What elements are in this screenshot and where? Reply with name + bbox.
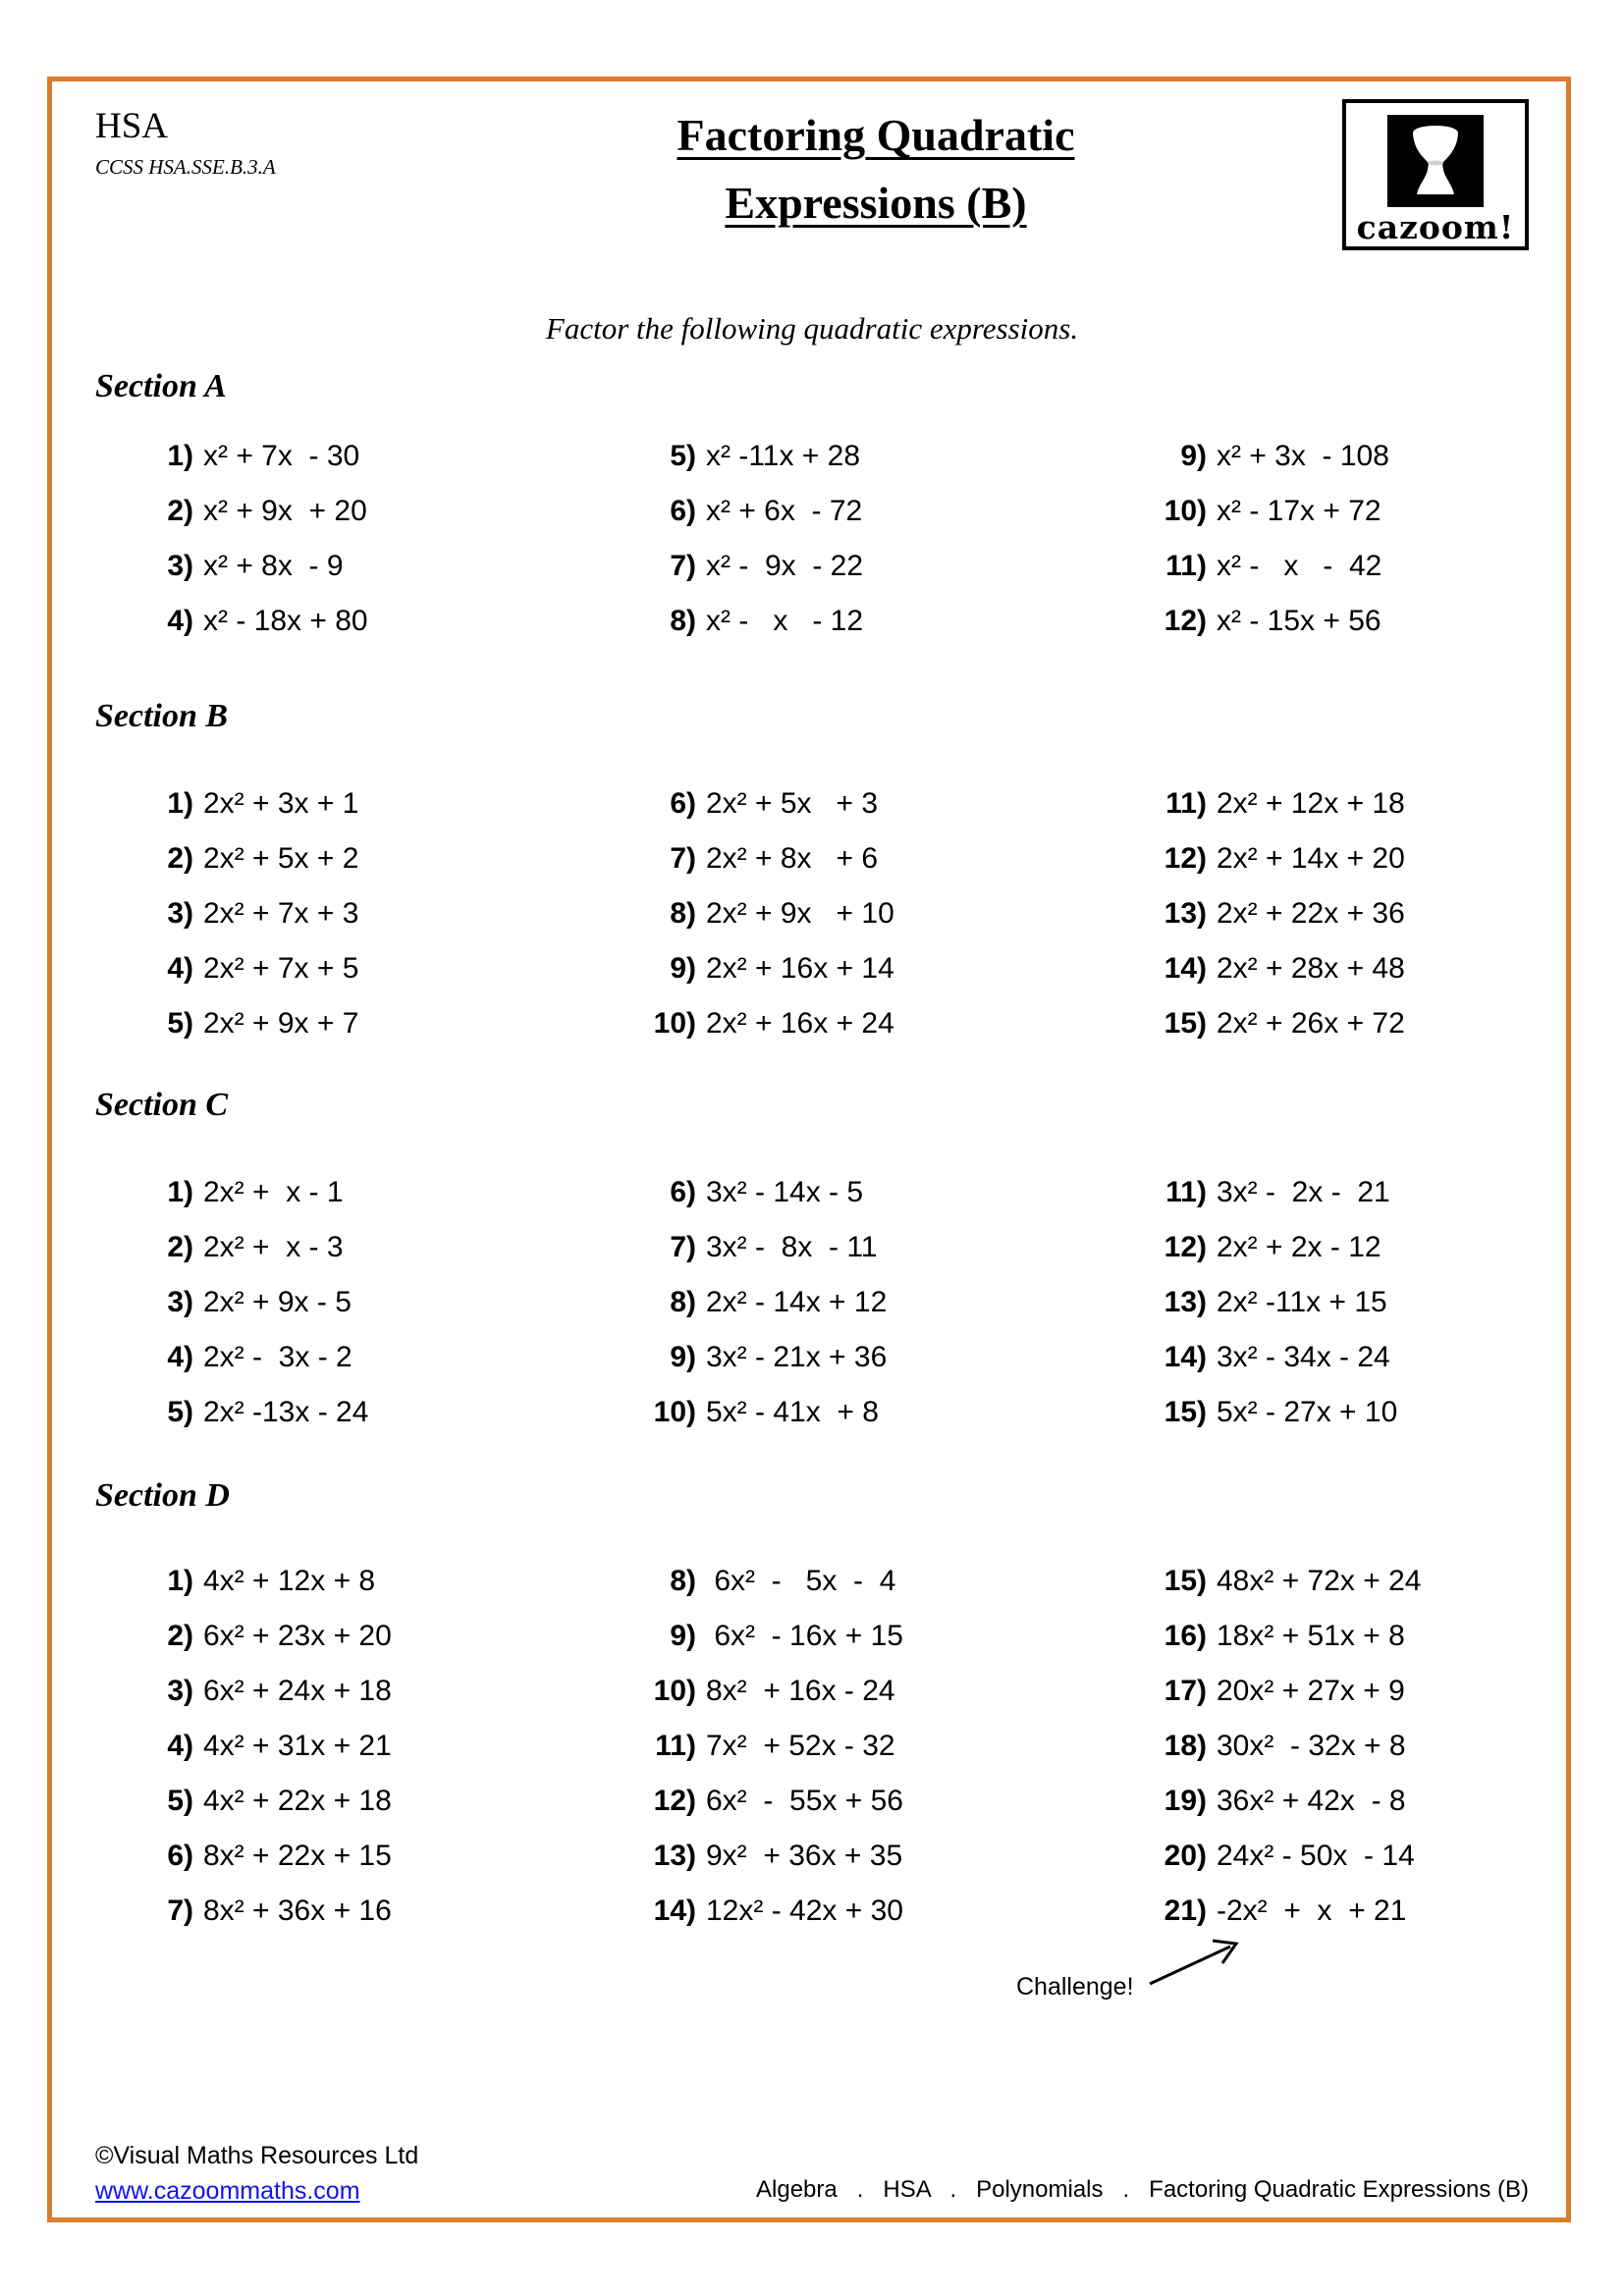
page-title xyxy=(409,101,1342,237)
problem xyxy=(142,1829,645,1884)
problem-expression: 2x² -11x + 15 xyxy=(1217,1286,1387,1318)
problem-number: 6) xyxy=(670,495,696,527)
problem-number: 8) xyxy=(670,1286,696,1318)
problem-number: 10) xyxy=(653,1396,696,1428)
problem xyxy=(142,1884,645,1939)
problem-column xyxy=(1156,1165,1529,1440)
problem-number: 9) xyxy=(1180,440,1207,472)
problem-number: 12) xyxy=(1164,605,1207,637)
problem-expression: x² - 9x - 22 xyxy=(706,550,864,582)
problem xyxy=(645,1275,1156,1330)
problem xyxy=(645,886,1156,941)
instruction-text: Factor the following quadratic expressions. xyxy=(545,311,1079,346)
problem xyxy=(142,1554,645,1609)
problem-column xyxy=(142,1165,645,1440)
problem xyxy=(1156,1719,1529,1774)
section-a-problems xyxy=(95,429,1529,649)
problem-expression: 2x² - 3x - 2 xyxy=(203,1341,352,1373)
problem-expression: 3x² - 2x - 21 xyxy=(1217,1176,1390,1208)
section-c xyxy=(95,1087,1529,1440)
problem-expression: 30x² - 32x + 8 xyxy=(1217,1730,1406,1762)
problem-expression: 2x² + 28x + 48 xyxy=(1217,952,1405,985)
problem xyxy=(142,1275,645,1330)
problem xyxy=(1156,886,1529,941)
problem-expression: 6x² + 24x + 18 xyxy=(203,1675,392,1707)
problem xyxy=(1156,1829,1529,1884)
problem xyxy=(645,996,1156,1051)
problem-number: 8) xyxy=(670,1565,696,1597)
problem xyxy=(1156,1884,1529,1939)
problem-number: 7) xyxy=(167,1895,193,1927)
problem-expression: 2x² + 8x + 6 xyxy=(706,842,879,875)
problem-expression: 3x² - 8x - 11 xyxy=(706,1231,878,1263)
problem-number: 2) xyxy=(167,495,193,527)
section-b-title: Section B xyxy=(95,698,229,734)
problem-expression: 2x² + 5x + 2 xyxy=(203,842,359,875)
problem xyxy=(645,831,1156,886)
problem-number: 6) xyxy=(670,787,696,820)
problem xyxy=(1156,484,1529,539)
problem-number: 12) xyxy=(653,1785,696,1817)
problem-number: 2) xyxy=(167,842,193,875)
problem-column xyxy=(1156,429,1529,649)
problem-column xyxy=(645,1554,1156,1939)
problem-number: 1) xyxy=(167,440,193,472)
problem-number: 17) xyxy=(1164,1675,1207,1707)
problem-number: 5) xyxy=(167,1396,193,1428)
section-d-title: Section D xyxy=(95,1477,230,1514)
problem-expression: 6x² - 55x + 56 xyxy=(706,1785,903,1817)
problem xyxy=(142,1220,645,1275)
problem-expression: 6x² - 5x - 4 xyxy=(706,1565,896,1597)
problem-number: 14) xyxy=(1164,952,1207,985)
problem xyxy=(142,1609,645,1664)
problem-number: 9) xyxy=(670,1620,696,1652)
section-c-problems xyxy=(95,1165,1529,1440)
problem-number: 4) xyxy=(167,605,193,637)
section-d-problems xyxy=(95,1554,1529,1939)
problem-column xyxy=(645,776,1156,1051)
problem-expression: x² + 7x - 30 xyxy=(203,440,360,472)
problem xyxy=(1156,539,1529,594)
problem-number: 20) xyxy=(1164,1840,1207,1872)
ccss-standard: CCSS HSA.SSE.B.3.A xyxy=(95,155,276,179)
problem xyxy=(645,1884,1156,1939)
problem-expression: 6x² + 23x + 20 xyxy=(203,1620,392,1652)
problem-number: 4) xyxy=(167,1341,193,1373)
problem-expression: x² + 9x + 20 xyxy=(203,495,367,527)
challenge-annotation xyxy=(1016,1943,1529,2002)
problem xyxy=(1156,429,1529,484)
problem xyxy=(142,594,645,649)
problem-expression: 2x² + 7x + 3 xyxy=(203,897,359,930)
problem xyxy=(142,1165,645,1220)
problem-number: 3) xyxy=(167,1675,193,1707)
cazoom-logo-text: cazoom! xyxy=(1356,208,1515,246)
problem xyxy=(1156,996,1529,1051)
problem-expression: x² + 8x - 9 xyxy=(203,550,344,582)
problem-expression: 24x² - 50x - 14 xyxy=(1217,1840,1415,1872)
section-c-title: Section C xyxy=(95,1087,229,1123)
problem xyxy=(1156,1774,1529,1829)
problem-expression: 8x² + 22x + 15 xyxy=(203,1840,392,1872)
problem xyxy=(645,1719,1156,1774)
problem-expression: 9x² + 36x + 35 xyxy=(706,1840,903,1872)
page-title-line1: Factoring Quadratic xyxy=(677,110,1075,160)
problem xyxy=(142,1774,645,1829)
problem-expression: 48x² + 72x + 24 xyxy=(1217,1565,1422,1597)
problem xyxy=(1156,941,1529,996)
problem xyxy=(142,996,645,1051)
section-b-problems xyxy=(95,776,1529,1051)
problem xyxy=(645,594,1156,649)
problem-number: 7) xyxy=(670,1231,696,1263)
problem xyxy=(142,429,645,484)
problem-number: 1) xyxy=(167,1176,193,1208)
problem-expression: 2x² + 12x + 18 xyxy=(1217,787,1405,820)
problem-expression: 2x² + 9x + 10 xyxy=(706,897,894,930)
problem xyxy=(1156,1220,1529,1275)
problem-expression: 36x² + 42x - 8 xyxy=(1217,1785,1406,1817)
problem xyxy=(142,1719,645,1774)
problem-number: 10) xyxy=(1164,495,1207,527)
problem-expression: 5x² - 27x + 10 xyxy=(1217,1396,1398,1428)
problem-expression: -2x² + x + 21 xyxy=(1217,1895,1407,1927)
problem-number: 14) xyxy=(653,1895,696,1927)
problem xyxy=(142,941,645,996)
djembe-drum-icon xyxy=(1387,115,1484,207)
problem-number: 4) xyxy=(167,1730,193,1762)
problem-number: 7) xyxy=(670,550,696,582)
problem-number: 13) xyxy=(1164,1286,1207,1318)
problem-column xyxy=(142,429,645,649)
problem xyxy=(142,776,645,831)
problem-number: 13) xyxy=(653,1840,696,1872)
problem-number: 13) xyxy=(1164,897,1207,930)
worksheet-border xyxy=(47,77,1571,2222)
problem-number: 3) xyxy=(167,897,193,930)
problem-expression: 2x² + 16x + 24 xyxy=(706,1007,894,1040)
problem-number: 12) xyxy=(1164,1231,1207,1263)
header-course-block xyxy=(95,105,409,180)
problem xyxy=(645,1829,1156,1884)
footer xyxy=(95,2142,1529,2206)
problem-expression: 2x² + x - 1 xyxy=(203,1176,344,1208)
problem-number: 8) xyxy=(670,605,696,637)
website-link[interactable]: www.cazoommaths.com xyxy=(95,2177,360,2205)
problem-expression: 2x² + 22x + 36 xyxy=(1217,897,1405,930)
problem-number: 21) xyxy=(1164,1895,1207,1927)
problem-expression: 3x² - 14x - 5 xyxy=(706,1176,864,1208)
challenge-label: Challenge! xyxy=(1016,1973,1134,2001)
problem xyxy=(1156,1609,1529,1664)
problem xyxy=(645,1609,1156,1664)
problem-expression: x² + 3x - 108 xyxy=(1217,440,1389,472)
section-b xyxy=(95,698,1529,1051)
problem-column xyxy=(142,1554,645,1939)
problem-expression: 20x² + 27x + 9 xyxy=(1217,1675,1405,1707)
problem xyxy=(645,1385,1156,1440)
problem-number: 6) xyxy=(167,1840,193,1872)
problem xyxy=(1156,1385,1529,1440)
problem xyxy=(1156,1664,1529,1719)
problem-expression: 7x² + 52x - 32 xyxy=(706,1730,895,1762)
problem-column xyxy=(645,429,1156,649)
problem-number: 2) xyxy=(167,1620,193,1652)
problem xyxy=(1156,594,1529,649)
problem xyxy=(645,1554,1156,1609)
problem-expression: 2x² + 7x + 5 xyxy=(203,952,359,985)
problem-number: 11) xyxy=(1165,1176,1207,1208)
problem-expression: 2x² + x - 3 xyxy=(203,1231,344,1263)
problem-expression: 5x² - 41x + 8 xyxy=(706,1396,879,1428)
cazoom-logo xyxy=(1342,99,1529,250)
problem xyxy=(1156,1554,1529,1609)
problem-number: 9) xyxy=(670,952,696,985)
problem xyxy=(645,484,1156,539)
problem-number: 15) xyxy=(1164,1396,1207,1428)
problem xyxy=(1156,1165,1529,1220)
problem-expression: 2x² + 26x + 72 xyxy=(1217,1007,1405,1040)
problem xyxy=(645,539,1156,594)
problem-expression: 4x² + 12x + 8 xyxy=(203,1565,376,1597)
problem-number: 15) xyxy=(1164,1007,1207,1040)
problem xyxy=(645,1220,1156,1275)
section-d xyxy=(95,1477,1529,1939)
problem xyxy=(142,831,645,886)
problem xyxy=(142,539,645,594)
problem xyxy=(645,1664,1156,1719)
problem-column xyxy=(1156,776,1529,1051)
problem xyxy=(645,1330,1156,1385)
problem-expression: x² - x - 12 xyxy=(706,605,864,637)
problem-number: 1) xyxy=(167,787,193,820)
problem-number: 6) xyxy=(670,1176,696,1208)
problem-number: 14) xyxy=(1164,1341,1207,1373)
problem-expression: 2x² - 14x + 12 xyxy=(706,1286,888,1318)
section-a-title: Section A xyxy=(95,368,227,404)
problem-expression: 8x² + 36x + 16 xyxy=(203,1895,392,1927)
problem xyxy=(142,484,645,539)
problem-number: 8) xyxy=(670,897,696,930)
problem-expression: x² - x - 42 xyxy=(1217,550,1382,582)
problem xyxy=(142,1330,645,1385)
problem-number: 7) xyxy=(670,842,696,875)
problem-expression: 12x² - 42x + 30 xyxy=(706,1895,903,1927)
problem xyxy=(142,1664,645,1719)
problem-expression: x² + 6x - 72 xyxy=(706,495,863,527)
problem-number: 11) xyxy=(1165,550,1207,582)
problem-expression: x² -11x + 28 xyxy=(706,440,861,472)
problem-expression: 6x² - 16x + 15 xyxy=(706,1620,903,1652)
problem-expression: 8x² + 16x - 24 xyxy=(706,1675,895,1707)
problem-number: 12) xyxy=(1164,842,1207,875)
problem-number: 1) xyxy=(167,1565,193,1597)
page-title-line2: Expressions (B) xyxy=(725,178,1027,228)
problem-expression: x² - 15x + 56 xyxy=(1217,605,1381,637)
problem-number: 19) xyxy=(1164,1785,1207,1817)
problem-column xyxy=(645,1165,1156,1440)
problem-number: 9) xyxy=(670,1341,696,1373)
problem xyxy=(142,886,645,941)
problem-column xyxy=(1156,1554,1529,1939)
problem-number: 11) xyxy=(655,1730,696,1762)
problem-expression: 2x² + 16x + 14 xyxy=(706,952,894,985)
problem-number: 2) xyxy=(167,1231,193,1263)
breadcrumb: Algebra . HSA . Polynomials . Factoring Quadratic Expressions (B) xyxy=(756,2176,1529,2203)
problem-expression: x² - 17x + 72 xyxy=(1217,495,1381,527)
problem-expression: 2x² + 9x + 7 xyxy=(203,1007,359,1040)
problem-expression: 2x² + 3x + 1 xyxy=(203,787,359,820)
problem-expression: 2x² + 2x - 12 xyxy=(1217,1231,1381,1263)
problem xyxy=(142,1385,645,1440)
problem xyxy=(645,429,1156,484)
problem-expression: 2x² + 9x - 5 xyxy=(203,1286,352,1318)
problem-expression: 2x² + 14x + 20 xyxy=(1217,842,1405,875)
course-code: HSA xyxy=(95,106,169,146)
problem-expression: x² - 18x + 80 xyxy=(203,605,368,637)
problem-number: 16) xyxy=(1164,1620,1207,1652)
problem-column xyxy=(142,776,645,1051)
problem-expression: 2x² -13x - 24 xyxy=(203,1396,369,1428)
problem xyxy=(645,1165,1156,1220)
problem xyxy=(645,941,1156,996)
problem-number: 3) xyxy=(167,1286,193,1318)
copyright-text: ©Visual Maths Resources Ltd xyxy=(95,2142,419,2169)
footer-left xyxy=(95,2142,418,2206)
problem-expression: 18x² + 51x + 8 xyxy=(1217,1620,1405,1652)
problem-number: 18) xyxy=(1164,1730,1207,1762)
problem-expression: 2x² + 5x + 3 xyxy=(706,787,879,820)
problem-expression: 4x² + 31x + 21 xyxy=(203,1730,392,1762)
problem-number: 3) xyxy=(167,550,193,582)
problem-number: 11) xyxy=(1165,787,1207,820)
challenge-arrow-icon xyxy=(1148,1935,1242,1988)
problem-number: 5) xyxy=(167,1785,193,1817)
problem xyxy=(1156,1330,1529,1385)
problem xyxy=(1156,831,1529,886)
problem xyxy=(645,776,1156,831)
problem-expression: 3x² - 21x + 36 xyxy=(706,1341,888,1373)
section-a xyxy=(95,368,1529,649)
problem-number: 5) xyxy=(167,1007,193,1040)
problem xyxy=(645,1774,1156,1829)
problem-number: 5) xyxy=(670,440,696,472)
problem xyxy=(1156,1275,1529,1330)
problem-number: 15) xyxy=(1164,1565,1207,1597)
problem-number: 10) xyxy=(653,1675,696,1707)
problem-expression: 3x² - 34x - 24 xyxy=(1217,1341,1390,1373)
header xyxy=(95,99,1529,272)
problem-expression: 4x² + 22x + 18 xyxy=(203,1785,392,1817)
problem xyxy=(1156,776,1529,831)
problem-number: 10) xyxy=(653,1007,696,1040)
problem-number: 4) xyxy=(167,952,193,985)
